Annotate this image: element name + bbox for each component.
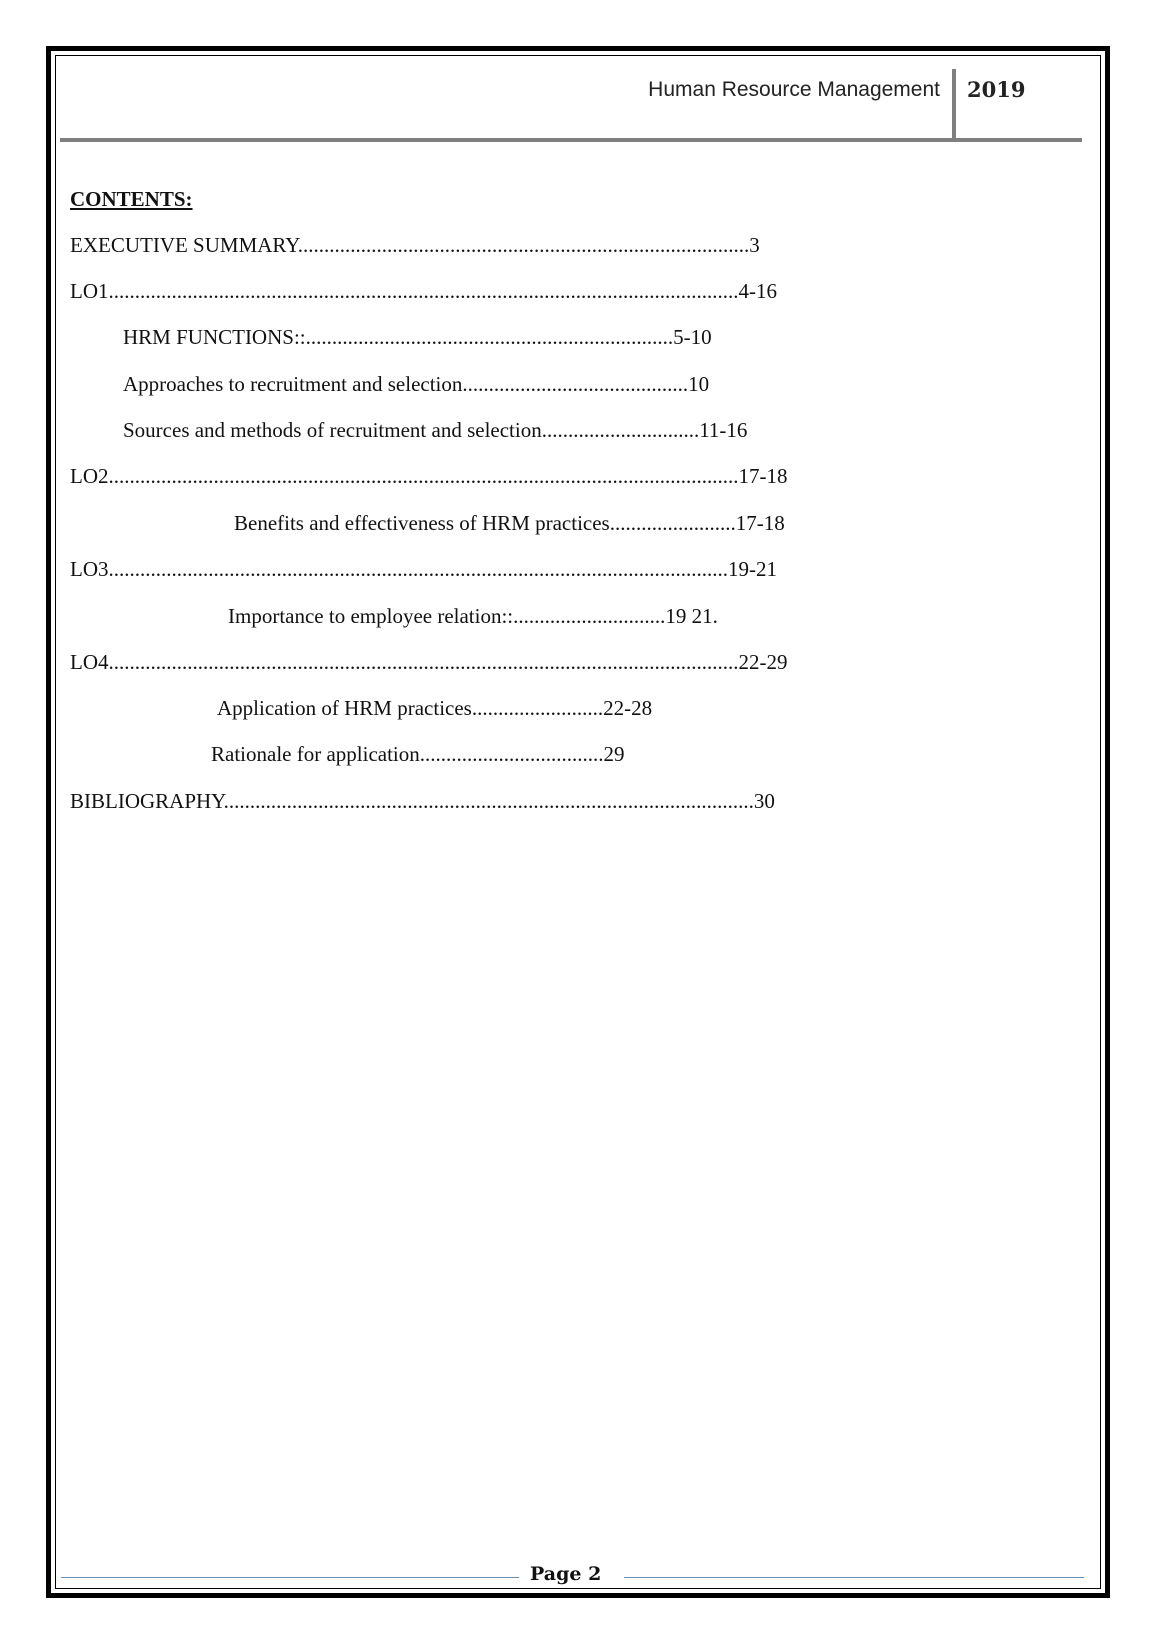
- toc-entry-lo2: LO2........................................................................................................................17-18: [70, 464, 788, 488]
- toc-entry-rationale: Rationale for application...................................29: [211, 742, 625, 766]
- toc-entry-application: Application of HRM practices.........................22-28: [217, 696, 653, 720]
- header-title: Human Resource Management: [648, 78, 940, 101]
- footer-rule-left: [61, 1577, 519, 1578]
- toc-entry-lo4: LO4........................................................................................................................22-29: [70, 650, 788, 674]
- toc-entry-executive-summary: EXECUTIVE SUMMARY......................................................................................3: [70, 233, 760, 257]
- footer-rule-right: [624, 1577, 1084, 1578]
- header-year: 2019: [967, 77, 1026, 102]
- toc-entry-sources-methods: Sources and methods of recruitment and selection..............................11-16: [123, 418, 748, 442]
- toc-entry-benefits: Benefits and effectiveness of HRM practices........................17-18: [234, 511, 785, 535]
- contents-heading: CONTENTS:: [70, 187, 193, 211]
- toc-entry-lo1: LO1........................................................................................................................4-16: [70, 279, 777, 303]
- header-divider: [952, 69, 956, 139]
- toc-entry-bibliography: BIBLIOGRAPHY.....................................................................................................30: [70, 789, 775, 813]
- toc-entry-lo3: LO3......................................................................................................................19-21: [70, 557, 777, 581]
- toc-entry-employee-relation: Importance to employee relation::.............................19 21.: [228, 604, 718, 628]
- toc-entry-hrm-functions: HRM FUNCTIONS::......................................................................5-10: [123, 325, 712, 349]
- header-rule: [60, 138, 1082, 142]
- page-number: Page 2: [530, 1563, 602, 1585]
- toc-entry-approaches: Approaches to recruitment and selection...........................................10: [123, 372, 710, 396]
